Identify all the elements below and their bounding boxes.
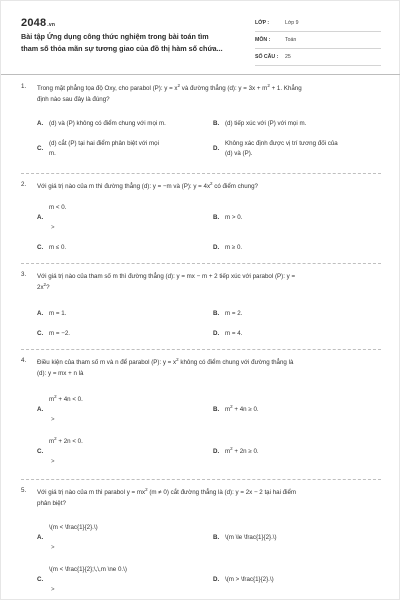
meta-class-label: LỚP :: [255, 20, 270, 26]
question-text: Với giá trị nào của tham số m thì đường thẳng (d): y = mx − m + 2 tiếp xúc với parabol (P): y = $2x^2$?: [37, 273, 296, 291]
meta-subject-value: Toán: [285, 37, 297, 43]
question-text: Điều kiện của tham số m và n để parabol (P): $y = x^2$ không có điểm chung với đường thẳng là (d): y = mx + n là: [37, 356, 294, 377]
question-number: 2.: [21, 181, 27, 188]
question-number: 4.: [21, 357, 27, 364]
meta-subject-row: [255, 32, 381, 49]
option-c[interactable]: \(m < \frac{1}{2};\,\,m \ne 0.\) C. >: [37, 566, 127, 593]
question-text: Trong mặt phẳng tọa độ Oxy, cho parabol (P): $y = x^2$ và đường thẳng (d): $y = 3x + m^2 + 1$. Khẳng định nào sau đây là đúng?: [37, 82, 302, 103]
question-divider: [21, 173, 381, 174]
question-3: 3. Với giá trị nào của tham số m thì đường thẳng (d): y = mx − m + 2 tiếp xúc với parabol (P): y = $2x^2$? A. m = 1. B. m = 2. C. m = −2. D. m = 4.: [21, 271, 381, 353]
worksheet-meta: [255, 15, 381, 66]
question-number: 1.: [21, 83, 27, 90]
site-logo[interactable]: 2048.vn: [21, 17, 56, 29]
meta-count-row: [255, 49, 381, 66]
meta-class-value: Lớp 9: [285, 20, 299, 26]
expand-arrow-icon: >: [51, 417, 55, 423]
worksheet-title: Bài tập Ứng dụng công thức nghiệm trong bài toán tìm tham số thỏa mãn sự tương giao của đồ thị hàm số chứa...: [21, 32, 223, 53]
option-d[interactable]: D. Không xác định được vị trí tương đối của (d) và (P).: [213, 140, 338, 157]
meta-class-row: [255, 15, 381, 32]
question-number: 3.: [21, 271, 27, 278]
option-a[interactable]: \(m < \frac{1}{2}.\) A. >: [37, 524, 98, 551]
worksheet-header: [1, 1, 400, 75]
question-4: 4. Điều kiện của tham số m và n để parabol (P): $y = x^2$ không có điểm chung với đường thẳng là (d): y = mx + n là $m^2 + 4n < 0$. A. > B. $m^2 + 4n \ge 0$. $m^2 + 2n < 0$. C. > D. $m^2 + 2n \ge 0$.: [21, 357, 381, 475]
question-text: Với giá trị nào của m thì đường thẳng (d): y = −m và (P): $y = 4x^2$ có điểm chung?: [37, 180, 258, 190]
option-c[interactable]: $m^2 + 2n < 0$. C. >: [37, 435, 83, 465]
meta-count-label: SỐ CÂU :: [255, 54, 279, 60]
meta-subject-label: MÔN :: [255, 37, 271, 43]
option-a[interactable]: $m^2 + 4n < 0$. A. >: [37, 393, 83, 423]
question-1: 1. Trong mặt phẳng tọa độ Oxy, cho parabol (P): $y = x^2$ và đường thẳng (d): $y = 3x + m^2 + 1$. Khẳng định nào sau đây là đúng? A. (d) và (P) không có điểm chung với mọi m. B. (d) tiếp xúc với (P) với mọi m. C. (d) cắt (P) tại hai điểm phân biệt với mọi m. D. Không xác định được vị trí tương đối của (d) và (P).: [21, 83, 381, 173]
expand-arrow-icon: >: [51, 587, 55, 593]
option-c[interactable]: C. (d) cắt (P) tại hai điểm phân biệt với mọi m.: [37, 140, 159, 157]
meta-count-value: 25: [285, 54, 291, 60]
question-5: 5. Với giá trị nào của m thì parabol $y = mx^2$ (m ≠ 0) cắt đường thẳng là (d): y = 2x − 2 tại hai điểm phân biệt? \(m < \frac{1}{2}.\) A. > B. \(m \le \frac{1}{2}.\) \(m < \frac{1}{2};\,\,m \ne 0.\) C. > D. \(m > \frac{1}{2}.\): [21, 487, 381, 597]
expand-arrow-icon: >: [51, 545, 55, 551]
question-divider: [21, 263, 381, 264]
question-text: Với giá trị nào của m thì parabol $y = mx^2$ (m ≠ 0) cắt đường thẳng là (d): y = 2x − 2 tại hai điểm phân biệt?: [37, 486, 297, 507]
question-2: 2. Với giá trị nào của m thì đường thẳng (d): y = −m và (P): $y = 4x^2$ có điểm chung? m < 0. A. > B. m > 0. C. m ≤ 0. D. m ≥ 0.: [21, 181, 381, 261]
question-divider: [21, 479, 381, 480]
expand-arrow-icon: >: [51, 459, 55, 465]
expand-arrow-icon: >: [51, 225, 55, 231]
question-number: 5.: [21, 487, 27, 494]
question-divider: [21, 349, 381, 350]
option-a[interactable]: m < 0. A. >: [37, 204, 67, 231]
